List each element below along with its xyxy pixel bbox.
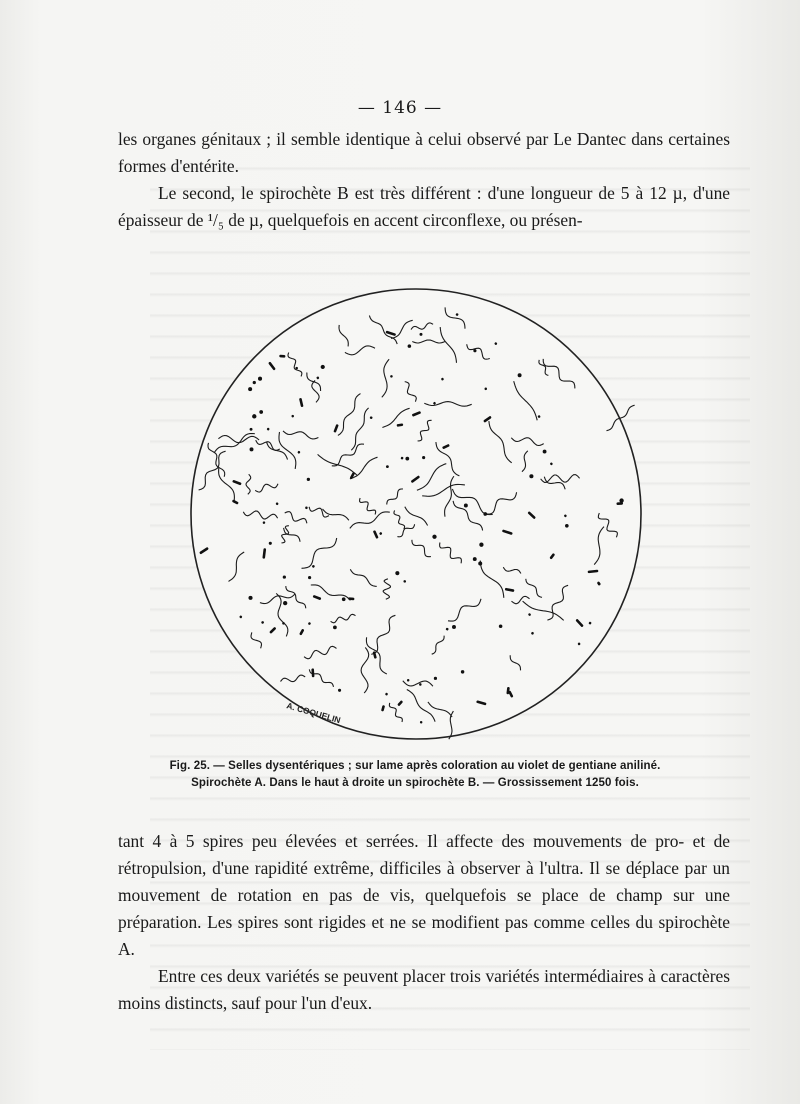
coccus-mark <box>283 601 287 605</box>
coccus-mark <box>283 575 286 578</box>
coccus-mark <box>338 689 341 692</box>
coccus-mark <box>248 596 252 600</box>
caption-line: Spirochète A. Dans le haut à droite un spirochète B. — Grossissement 1250 fois. <box>191 777 639 789</box>
coccus-mark <box>473 557 477 561</box>
coccus-mark <box>250 428 253 431</box>
top-text-block <box>118 126 730 234</box>
coccus-mark <box>308 576 311 579</box>
bottom-text-block <box>118 828 730 1017</box>
coccus-mark <box>250 447 254 451</box>
microscope-field-illustration <box>186 282 646 752</box>
coccus-mark <box>598 583 601 586</box>
coccus-mark <box>565 524 569 528</box>
illustrator-signature: A. COQUELIN <box>285 700 342 726</box>
coccus-mark <box>259 410 263 414</box>
coccus-mark <box>258 377 262 381</box>
coccus-mark <box>422 456 425 459</box>
coccus-mark <box>543 450 547 454</box>
microscope-figure <box>186 282 646 752</box>
bacterium-mark <box>279 355 285 358</box>
coccus-mark <box>248 387 252 391</box>
coccus-mark <box>405 457 409 461</box>
coccus-mark <box>252 414 256 418</box>
coccus-mark <box>395 571 399 575</box>
coccus-mark <box>529 474 533 478</box>
coccus-mark <box>518 373 522 377</box>
bacterium-mark <box>348 597 354 600</box>
coccus-mark <box>483 512 487 516</box>
coccus-mark <box>499 624 503 628</box>
caption-line: Fig. 25. — Selles dysentériques ; sur lame après coloration au violet de gentiane aniliné. <box>169 760 661 772</box>
coccus-mark <box>434 677 437 680</box>
coccus-mark <box>479 543 483 547</box>
coccus-mark <box>478 561 482 565</box>
coccus-mark <box>307 478 310 481</box>
paragraph: tant 4 à 5 spires peu élevées et serrées. Il affecte des mouvements de pro- et de rétropulsion, d'une rapidité extrême, difficiles à observer à l'ultra. Il se déplace par un mouvement de rotation en pas de vis, quelquefois se place de champ sur une préparation. Les spires sont rigides et ne se modifient pas comme celles du spirochète A. <box>118 831 730 959</box>
coccus-mark <box>432 535 436 539</box>
coccus-mark <box>464 504 468 508</box>
coccus-mark <box>386 465 389 468</box>
coccus-mark <box>321 365 325 369</box>
coccus-mark <box>461 670 464 673</box>
figure-caption <box>150 758 680 792</box>
page-number: — 146 — <box>357 98 443 118</box>
field-circle <box>191 289 641 739</box>
coccus-mark <box>452 625 456 629</box>
paragraph: Entre ces deux variétés se peuvent placer trois variétés intermédiaires à caractères moins distincts, sauf pour l'un d'eux. <box>118 966 730 1013</box>
coccus-mark <box>342 597 346 601</box>
coccus-mark <box>269 542 272 545</box>
coccus-mark <box>253 381 256 384</box>
coccus-mark <box>473 349 476 352</box>
coccus-mark <box>419 333 422 336</box>
coccus-mark <box>333 626 337 630</box>
paragraph: Le second, le spirochète B est très différent : d'une longueur de 5 à 12 µ, d'une épaisseur de ¹/₅ de µ, quelquefois en accent circonflexe, ou présen- <box>118 183 730 230</box>
paragraph: les organes génitaux ; il semble identique à celui observé par Le Dantec dans certaines formes d'entérite. <box>118 129 730 176</box>
coccus-mark <box>408 344 412 348</box>
coccus-mark <box>619 498 623 502</box>
